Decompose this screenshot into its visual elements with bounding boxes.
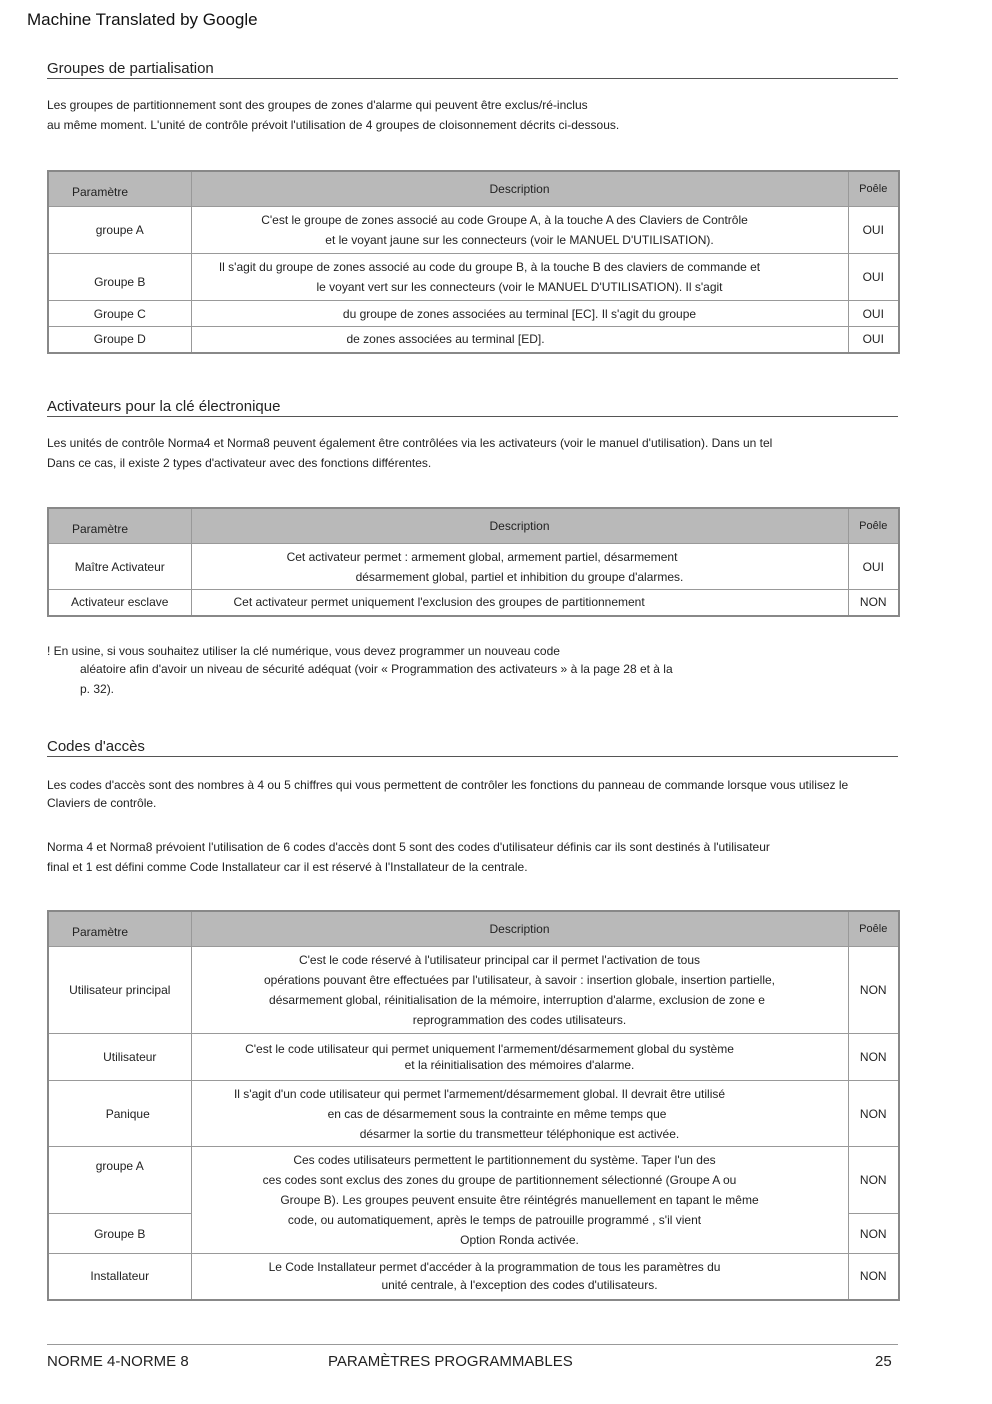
table-row [48, 590, 899, 616]
description-cell: Il s'agit du groupe de zones associé au code du groupe B, à la touche B des claviers de commande et le voyant vert sur les connecteurs (voir le MANUEL D'UTILISATION). Il s'agit [191, 254, 848, 301]
footer-divider [47, 1344, 898, 1345]
header-description: Description [191, 911, 848, 947]
section-intro-partialisation [47, 95, 907, 135]
header-param: Paramètre [48, 171, 191, 207]
table-row [48, 254, 899, 301]
section-title-activators: Activateurs pour la clé électronique [47, 398, 898, 417]
table-row [48, 301, 899, 327]
footer-product: NORME 4-NORME 8 [47, 1353, 189, 1370]
stove-cell: NON [848, 1214, 899, 1254]
section-title-partialisation: Groupes de partialisation [47, 60, 898, 79]
stove-cell: NON [848, 1254, 899, 1300]
param-cell: Utilisateur [48, 1034, 191, 1081]
header-description: Description [191, 508, 848, 544]
table-row [48, 327, 899, 353]
description-cell: de zones associées au terminal [ED]. [191, 327, 848, 353]
table-row [48, 1147, 899, 1214]
access-codes-table [47, 910, 900, 1301]
table-row [48, 1034, 899, 1081]
section-intro-activators [47, 433, 907, 473]
page-number: 25 [875, 1353, 892, 1370]
section-intro-access-codes-2 [47, 837, 907, 877]
param-cell: groupe A [48, 207, 191, 254]
table-row [48, 1254, 899, 1300]
intro-line: Les groupes de partitionnement sont des groupes de zones d'alarme qui peuvent être exclus/ré-inclus [47, 98, 588, 112]
stove-cell: NON [848, 1147, 899, 1214]
param-cell: Activateur esclave [48, 590, 191, 616]
stove-cell: NON [848, 1034, 899, 1081]
table-row [48, 947, 899, 1034]
description-cell: Cet activateur permet uniquement l'exclusion des groupes de partitionnement [191, 590, 848, 616]
stove-cell: OUI [848, 207, 899, 254]
translation-banner: Machine Translated by Google [27, 10, 258, 29]
stove-cell: OUI [848, 254, 899, 301]
intro-line: au même moment. L'unité de contrôle prévoit l'utilisation de 4 groupes de cloisonnement décrits ci-dessous. [47, 118, 620, 132]
intro-line: Dans ce cas, il existe 2 types d'activateur avec des fonctions différentes. [47, 456, 432, 470]
stove-cell: NON [848, 947, 899, 1034]
param-cell: Installateur [48, 1254, 191, 1300]
description-cell: C'est le groupe de zones associé au code Groupe A, à la touche A des Claviers de Contrôle et le voyant jaune sur les connecteurs (voir le MANUEL D'UTILISATION). [191, 207, 848, 254]
intro-line: Claviers de contrôle. [47, 796, 157, 810]
activators-table [47, 507, 900, 617]
table-row [48, 207, 899, 254]
section-intro-access-codes [47, 776, 907, 812]
table-row [48, 1081, 899, 1147]
header-stove: Poêle [848, 911, 899, 947]
intro-line: Les unités de contrôle Norma4 et Norma8 peuvent également être contrôlées via les activateurs (voir le manuel d'utilisation). Dans un tel [47, 436, 773, 450]
param-cell: Groupe B [48, 1214, 191, 1254]
header-param: Paramètre [48, 911, 191, 947]
section-title-access-codes: Codes d'accès [47, 738, 898, 757]
description-cell: Il s'agit d'un code utilisateur qui permet l'armement/désarmement global. Il devrait être utilisé en cas de désarmement sous la contrainte en même temps que désarmer la sortie du transmetteur téléphonique est activée. [191, 1081, 848, 1147]
stove-cell: OUI [848, 301, 899, 327]
param-cell: Groupe B [48, 254, 191, 301]
header-stove: Poêle [848, 508, 899, 544]
table-row [48, 544, 899, 590]
param-cell: Maître Activateur [48, 544, 191, 590]
param-cell: Groupe C [48, 301, 191, 327]
intro-line: Les codes d'accès sont des nombres à 4 ou 5 chiffres qui vous permettent de contrôler les fonctions du panneau de commande lorsque vous utilisez le [47, 778, 849, 792]
header-description: Description [191, 171, 848, 207]
intro-line: final et 1 est défini comme Code Installateur car il est réservé à l'Installateur de la centrale. [47, 860, 528, 874]
description-cell: du groupe de zones associées au terminal [EC]. Il s'agit du groupe [191, 301, 848, 327]
description-cell: Ces codes utilisateurs permettent le partitionnement du système. Taper l'un des ces codes sont exclus des zones du groupe de partitionnement sélectionné (Groupe A ou Groupe B). Les groupes peuvent ensuite être réintégrés manuellement en tapant le même code, ou automatiquement, après le temps de patrouille programmé , s'il vient Option Ronda activée. [191, 1147, 848, 1254]
param-cell: groupe A [48, 1147, 191, 1214]
stove-cell: OUI [848, 544, 899, 590]
description-cell: C'est le code utilisateur qui permet uniquement l'armement/désarmement global du système et la réinitialisation des mémoires d'alarme. [191, 1034, 848, 1081]
header-stove: Poêle [848, 171, 899, 207]
description-cell: Le Code Installateur permet d'accéder à la programmation de tous les paramètres du unité centrale, à l'exception des codes d'utilisateurs. [191, 1254, 848, 1300]
param-cell: Groupe D [48, 327, 191, 353]
stove-cell: OUI [848, 327, 899, 353]
intro-line: Norma 4 et Norma8 prévoient l'utilisation de 6 codes d'accès dont 5 sont des codes d'utilisateur définis car ils sont destinés à l'utilisateur [47, 840, 770, 854]
partition-groups-table [47, 170, 900, 354]
param-cell: Panique [48, 1081, 191, 1147]
param-cell: Utilisateur principal [48, 947, 191, 1034]
footer-chapter: PARAMÈTRES PROGRAMMABLES [328, 1353, 573, 1370]
factory-note: ! En usine, si vous souhaitez utiliser la clé numérique, vous devez programmer un nouveau code aléatoire afin d'avoir un niveau de sécurité adéquat (voir « Programmation des activateurs » à la page 28 et à la p. 32). [47, 644, 673, 696]
description-cell: Cet activateur permet : armement global, armement partiel, désarmement désarmement global, partiel et inhibition du groupe d'alarmes. [191, 544, 848, 590]
stove-cell: NON [848, 1081, 899, 1147]
header-param: Paramètre [48, 508, 191, 544]
stove-cell: NON [848, 590, 899, 616]
description-cell: C'est le code réservé à l'utilisateur principal car il permet l'activation de tous opérations pouvant être effectuées par l'utilisateur, à savoir : insertion globale, insertion partielle, désarmement global, réinitialisation de la mémoire, interruption d'alarme, exclusion de zone e reprogrammation des codes utilisateurs. [191, 947, 848, 1034]
